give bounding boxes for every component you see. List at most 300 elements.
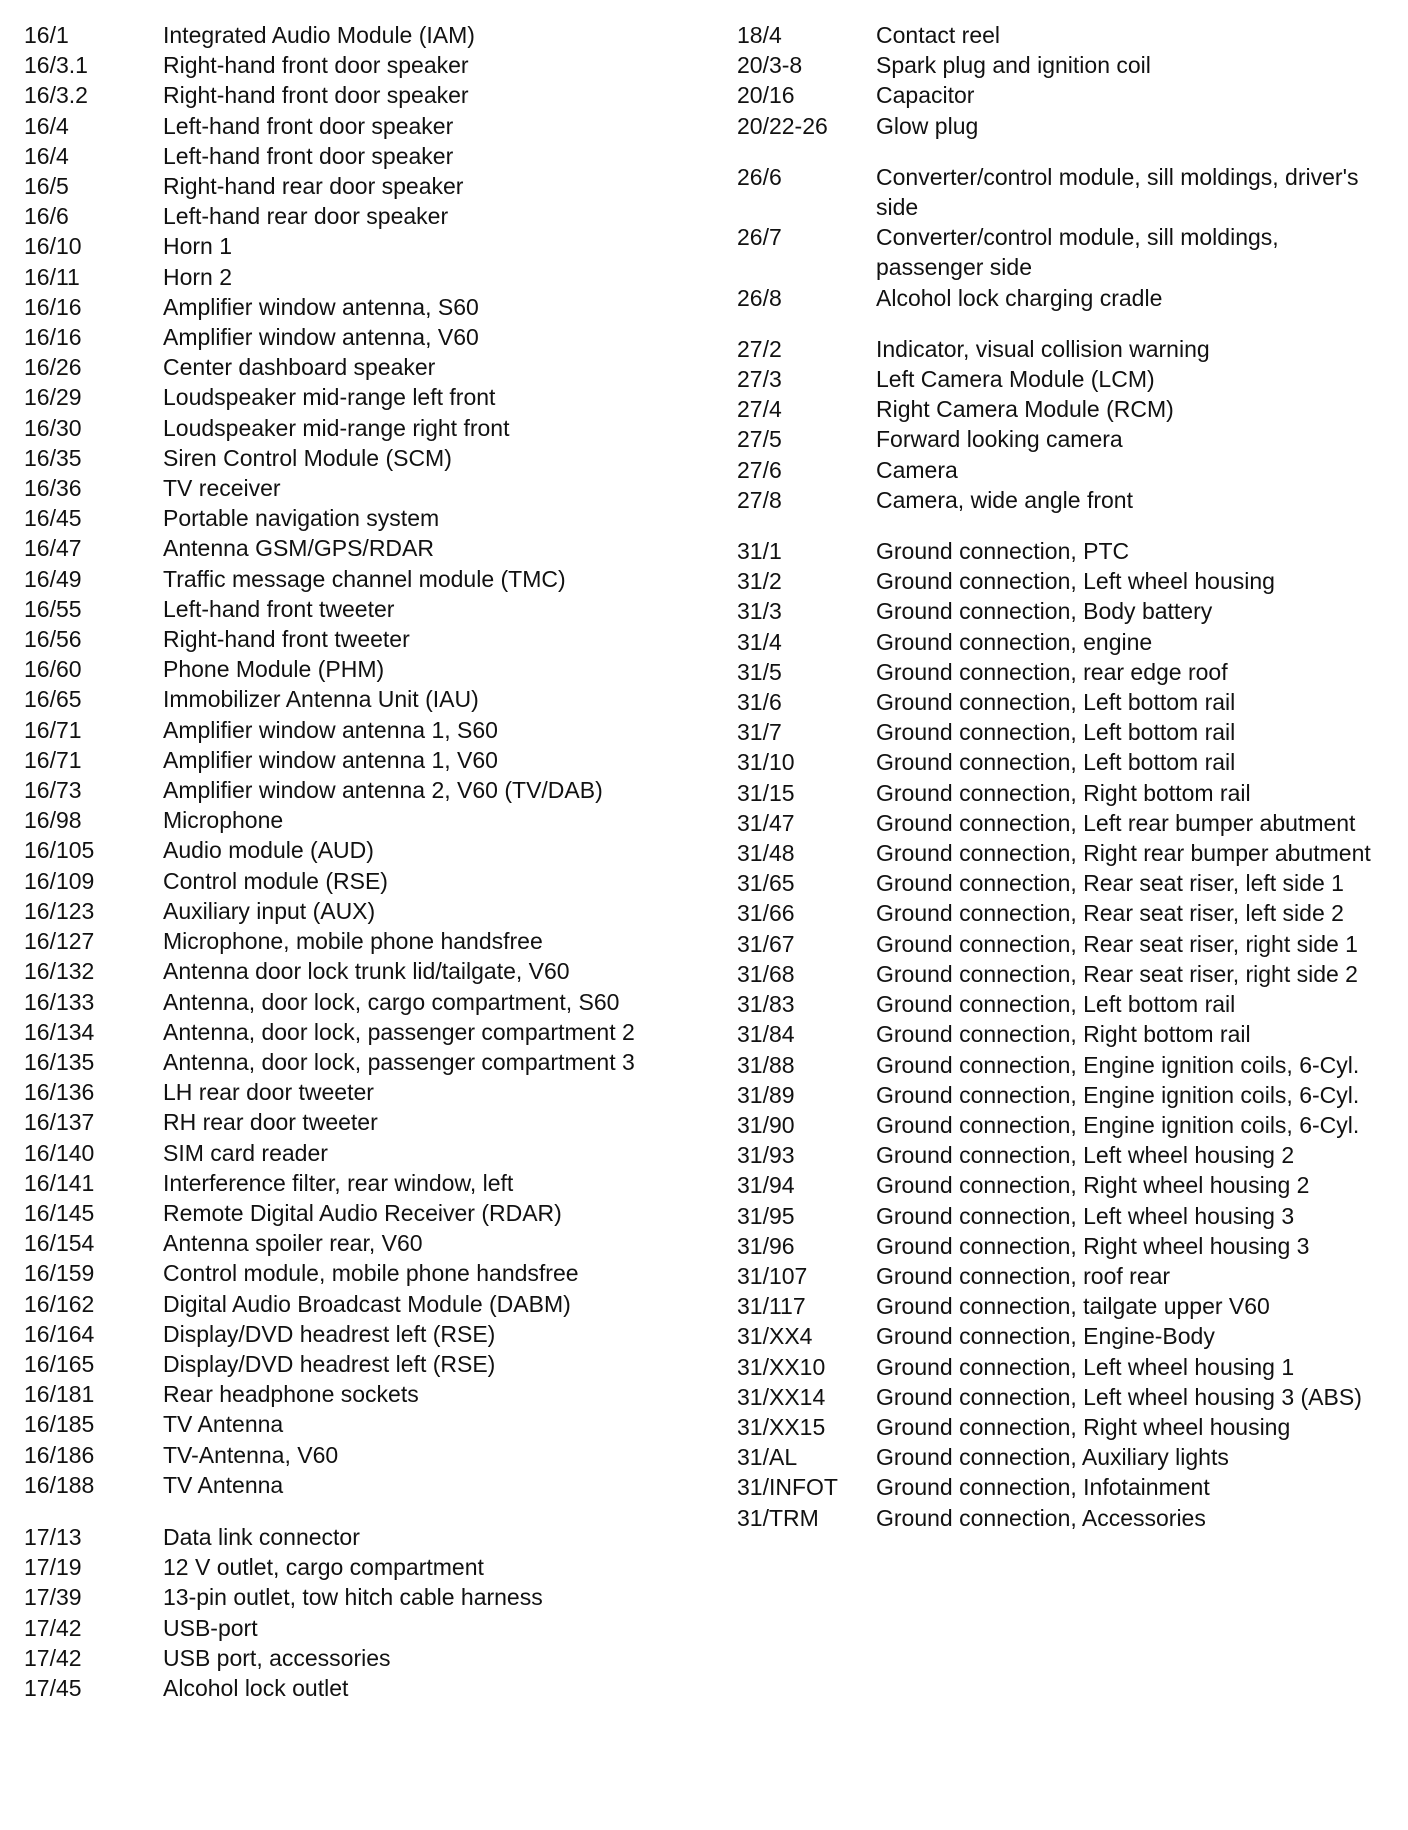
component-description: Ground connection, Left bottom rail xyxy=(876,749,1236,776)
component-description: Portable navigation system xyxy=(163,505,440,532)
component-code: 31/47 xyxy=(737,809,795,836)
component-description: Ground connection, Left bottom rail xyxy=(876,689,1236,716)
component-description: Alcohol lock outlet xyxy=(163,1674,349,1701)
component-description: 12 V outlet, cargo compartment xyxy=(163,1554,484,1581)
component-code: 16/165 xyxy=(24,1350,95,1377)
section-gap xyxy=(737,515,1401,536)
component-code: 16/159 xyxy=(24,1260,95,1287)
component-code: 31/68 xyxy=(737,960,795,987)
component-code: 31/5 xyxy=(737,658,782,685)
legend-row xyxy=(24,1017,684,1047)
component-code: 16/65 xyxy=(24,686,82,713)
component-code: 16/73 xyxy=(24,777,82,804)
component-description: Camera, wide angle front xyxy=(876,486,1133,513)
component-code: 16/127 xyxy=(24,928,95,955)
legend-row xyxy=(24,805,684,835)
component-code: 31/93 xyxy=(737,1142,795,1169)
component-description: Microphone, mobile phone handsfree xyxy=(163,928,543,955)
legend-row xyxy=(24,141,684,171)
legend-row xyxy=(737,989,1401,1019)
component-code: 31/83 xyxy=(737,991,795,1018)
component-code: 31/XX4 xyxy=(737,1323,813,1350)
component-code: 31/94 xyxy=(737,1172,795,1199)
component-description: Ground connection, Left rear bumper abutment xyxy=(876,809,1356,836)
legend-row xyxy=(737,536,1401,566)
component-code: 17/42 xyxy=(24,1614,82,1641)
legend-row xyxy=(737,566,1401,596)
component-description: USB port, accessories xyxy=(163,1644,391,1671)
legend-row xyxy=(737,222,1401,282)
component-code: 31/48 xyxy=(737,840,795,867)
left-column xyxy=(24,20,684,1703)
component-code: 16/162 xyxy=(24,1290,95,1317)
legend-row xyxy=(24,443,684,473)
component-code: 18/4 xyxy=(737,22,782,48)
component-description: Rear headphone sockets xyxy=(163,1381,419,1408)
component-code: 17/13 xyxy=(24,1523,82,1550)
component-code: 16/123 xyxy=(24,897,95,924)
section-gap xyxy=(737,313,1401,334)
component-description: Ground connection, engine xyxy=(876,628,1153,655)
component-code: 27/2 xyxy=(737,335,782,362)
component-description: Interference filter, rear window, left xyxy=(163,1169,514,1196)
section-gap xyxy=(24,1500,684,1522)
legend-row xyxy=(737,1352,1401,1382)
legend-row xyxy=(24,382,684,412)
component-code: 31/INFOT xyxy=(737,1474,838,1501)
component-description: Antenna, door lock, passenger compartment 2 xyxy=(163,1018,635,1045)
component-description: RH rear door tweeter xyxy=(163,1109,378,1136)
component-description: Antenna GSM/GPS/RDAR xyxy=(163,535,434,562)
legend-row xyxy=(737,1321,1401,1351)
component-code: 16/109 xyxy=(24,867,95,894)
component-code: 16/186 xyxy=(24,1441,95,1468)
legend-row xyxy=(24,1168,684,1198)
component-description: Audio module (AUD) xyxy=(163,837,374,864)
component-description: Right-hand front tweeter xyxy=(163,626,410,653)
component-code: 16/55 xyxy=(24,595,82,622)
component-code: 31/XX15 xyxy=(737,1413,826,1440)
legend-row xyxy=(737,627,1401,657)
legend-row xyxy=(737,334,1401,364)
component-description: 13-pin outlet, tow hitch cable harness xyxy=(163,1584,543,1611)
component-description: Loudspeaker mid-range right front xyxy=(163,414,510,441)
component-code: 16/71 xyxy=(24,716,82,743)
component-code: 16/26 xyxy=(24,354,82,381)
component-description: Immobilizer Antenna Unit (IAU) xyxy=(163,686,479,713)
legend-row xyxy=(737,394,1401,424)
legend-row xyxy=(737,929,1401,959)
component-code: 16/188 xyxy=(24,1471,95,1498)
legend-row xyxy=(24,262,684,292)
component-code: 16/60 xyxy=(24,656,82,683)
component-description: Ground connection, Engine-Body xyxy=(876,1323,1215,1350)
legend-row xyxy=(737,1442,1401,1472)
legend-row xyxy=(737,1291,1401,1321)
component-code: 16/137 xyxy=(24,1109,95,1136)
component-description: Traffic message channel module (TMC) xyxy=(163,565,566,592)
legend-row xyxy=(737,838,1401,868)
component-code: 27/3 xyxy=(737,366,782,393)
right-column xyxy=(737,20,1401,1533)
legend-row xyxy=(24,352,684,382)
component-code: 16/135 xyxy=(24,1048,95,1075)
component-description: LH rear door tweeter xyxy=(163,1079,374,1106)
component-description: Microphone xyxy=(163,807,284,834)
component-description: Ground connection, Rear seat riser, right side 1 xyxy=(876,930,1358,957)
legend-row xyxy=(24,956,684,986)
component-description: Ground connection, tailgate upper V60 xyxy=(876,1293,1270,1320)
component-description: Ground connection, Accessories xyxy=(876,1504,1206,1531)
component-code: 16/29 xyxy=(24,384,82,411)
component-description: Ground connection, rear edge roof xyxy=(876,658,1228,685)
legend-row xyxy=(737,959,1401,989)
legend-row xyxy=(24,1138,684,1168)
component-description: Spark plug and ignition coil xyxy=(876,52,1151,79)
component-code: 16/3.1 xyxy=(24,52,88,79)
legend-row xyxy=(24,866,684,896)
component-description: SIM card reader xyxy=(163,1139,328,1166)
component-description: Ground connection, Rear seat riser, left side 2 xyxy=(876,900,1344,927)
component-description: Center dashboard speaker xyxy=(163,354,436,381)
legend-row xyxy=(737,162,1401,222)
component-description: Right-hand front door speaker xyxy=(163,82,469,109)
component-description: Integrated Audio Module (IAM) xyxy=(163,22,475,48)
legend-row xyxy=(737,364,1401,394)
component-code: 31/15 xyxy=(737,779,795,806)
legend-row xyxy=(737,898,1401,928)
legend-row xyxy=(24,1470,684,1500)
component-description: Ground connection, Right rear bumper abutment xyxy=(876,840,1371,867)
legend-row xyxy=(24,564,684,594)
component-description: Ground connection, Left bottom rail xyxy=(876,719,1236,746)
component-code: 31/117 xyxy=(737,1293,806,1320)
component-code: 31/4 xyxy=(737,628,782,655)
legend-row xyxy=(24,1522,684,1552)
component-code: 27/8 xyxy=(737,486,782,513)
component-description: Ground connection, Right wheel housing 2 xyxy=(876,1172,1310,1199)
component-description: Indicator, visual collision warning xyxy=(876,335,1210,362)
component-code: 17/19 xyxy=(24,1554,82,1581)
legend-row xyxy=(737,50,1401,80)
legend-row xyxy=(737,1261,1401,1291)
component-description: Right-hand rear door speaker xyxy=(163,173,464,200)
component-code: 16/47 xyxy=(24,535,82,562)
legend-row xyxy=(24,1319,684,1349)
legend-row xyxy=(737,20,1401,50)
component-code: 16/35 xyxy=(24,444,82,471)
component-code: 16/140 xyxy=(24,1139,95,1166)
component-description: Alcohol lock charging cradle xyxy=(876,284,1163,311)
legend-row xyxy=(24,50,684,80)
component-description: Digital Audio Broadcast Module (DABM) xyxy=(163,1290,571,1317)
component-description: Capacitor xyxy=(876,82,975,109)
legend-row xyxy=(737,717,1401,747)
legend-row xyxy=(737,283,1401,313)
component-description: Amplifier window antenna 2, V60 (TV/DAB) xyxy=(163,777,603,804)
component-description: Phone Module (PHM) xyxy=(163,656,385,683)
component-description: Left-hand rear door speaker xyxy=(163,203,449,230)
component-code: 16/1 xyxy=(24,22,69,48)
legend-row xyxy=(737,1050,1401,1080)
component-code: 16/4 xyxy=(24,142,69,169)
component-code: 27/4 xyxy=(737,396,782,423)
component-code: 16/185 xyxy=(24,1411,95,1438)
component-code: 31/88 xyxy=(737,1051,795,1078)
component-code: 31/66 xyxy=(737,900,795,927)
component-code: 16/145 xyxy=(24,1199,95,1226)
legend-row xyxy=(24,1289,684,1319)
component-code: 16/3.2 xyxy=(24,82,88,109)
component-description: Left-hand front tweeter xyxy=(163,595,395,622)
component-code: 27/6 xyxy=(737,456,782,483)
component-code: 31/7 xyxy=(737,719,782,746)
component-code: 16/16 xyxy=(24,293,82,320)
component-code: 31/84 xyxy=(737,1021,795,1048)
component-description: USB-port xyxy=(163,1614,258,1641)
legend-row xyxy=(737,1382,1401,1412)
legend-row xyxy=(737,596,1401,626)
legend-row xyxy=(24,775,684,805)
component-description: Right Camera Module (RCM) xyxy=(876,396,1174,423)
component-description: Antenna door lock trunk lid/tailgate, V60 xyxy=(163,958,570,985)
component-description: Loudspeaker mid-range left front xyxy=(163,384,496,411)
legend-row xyxy=(737,868,1401,898)
component-description: Antenna, door lock, cargo compartment, S60 xyxy=(163,988,620,1015)
legend-row xyxy=(24,715,684,745)
legend-row xyxy=(24,1643,684,1673)
legend-row xyxy=(24,745,684,775)
component-code: 16/6 xyxy=(24,203,69,230)
legend-row xyxy=(24,80,684,110)
component-code: 16/133 xyxy=(24,988,95,1015)
legend-row xyxy=(737,1472,1401,1502)
component-description: Amplifier window antenna 1, S60 xyxy=(163,716,498,743)
component-code: 31/65 xyxy=(737,870,795,897)
legend-row xyxy=(24,1409,684,1439)
component-code: 16/56 xyxy=(24,626,82,653)
legend-row xyxy=(737,1170,1401,1200)
component-description: Ground connection, Engine ignition coils, 6-Cyl. xyxy=(876,1111,1360,1138)
component-code: 16/36 xyxy=(24,475,82,502)
legend-row xyxy=(737,485,1401,515)
component-description: Ground connection, Body battery xyxy=(876,598,1213,625)
component-code: 17/45 xyxy=(24,1674,82,1701)
component-description: TV receiver xyxy=(163,475,281,502)
legend-row xyxy=(737,1231,1401,1261)
legend-row xyxy=(24,533,684,563)
legend-row xyxy=(24,594,684,624)
component-description: Data link connector xyxy=(163,1523,360,1550)
legend-row xyxy=(737,1140,1401,1170)
component-code: 16/154 xyxy=(24,1230,95,1257)
legend-row xyxy=(24,201,684,231)
component-code: 31/6 xyxy=(737,689,782,716)
legend-row xyxy=(737,687,1401,717)
component-description: Forward looking camera xyxy=(876,426,1123,453)
legend-row xyxy=(24,231,684,261)
component-code: 31/XX14 xyxy=(737,1383,826,1410)
legend-row xyxy=(24,624,684,654)
component-description: Display/DVD headrest left (RSE) xyxy=(163,1320,496,1347)
component-description: Ground connection, Left wheel housing 3 (ABS) xyxy=(876,1383,1362,1410)
component-description: Control module, mobile phone handsfree xyxy=(163,1260,579,1287)
component-code: 16/16 xyxy=(24,324,82,351)
component-description: Ground connection, Right bottom rail xyxy=(876,779,1251,806)
component-code: 16/49 xyxy=(24,565,82,592)
component-description: Ground connection, Left wheel housing 3 xyxy=(876,1202,1295,1229)
legend-row xyxy=(737,80,1401,110)
legend-row xyxy=(737,1503,1401,1533)
component-code: 16/164 xyxy=(24,1320,95,1347)
legend-row xyxy=(24,896,684,926)
component-code: 16/5 xyxy=(24,173,69,200)
legend-row xyxy=(24,1228,684,1258)
component-description: Siren Control Module (SCM) xyxy=(163,444,452,471)
component-code: 16/134 xyxy=(24,1018,95,1045)
legend-row xyxy=(24,473,684,503)
component-code: 31/3 xyxy=(737,598,782,625)
component-description: Ground connection, Rear seat riser, left side 1 xyxy=(876,870,1344,897)
component-code: 16/4 xyxy=(24,112,69,139)
legend-row xyxy=(737,747,1401,777)
legend-row xyxy=(737,1201,1401,1231)
component-code: 27/5 xyxy=(737,426,782,453)
component-description: Right-hand front door speaker xyxy=(163,52,469,79)
component-code: 31/2 xyxy=(737,568,782,595)
component-description: Ground connection, Left bottom rail xyxy=(876,991,1236,1018)
component-code: 20/16 xyxy=(737,82,795,109)
component-code: 31/90 xyxy=(737,1111,795,1138)
component-code: 31/67 xyxy=(737,930,795,957)
component-description: Glow plug xyxy=(876,112,979,139)
component-code: 16/98 xyxy=(24,807,82,834)
component-code: 31/AL xyxy=(737,1444,798,1471)
component-description: Left-hand front door speaker xyxy=(163,142,454,169)
component-code: 31/107 xyxy=(737,1262,808,1289)
component-description: Contact reel xyxy=(876,22,1001,48)
legend-row xyxy=(737,455,1401,485)
component-description: Ground connection, Left wheel housing 2 xyxy=(876,1142,1295,1169)
component-code: 26/7 xyxy=(737,224,782,251)
component-description: Horn 2 xyxy=(163,263,233,290)
section-gap xyxy=(737,141,1401,162)
component-code: 17/39 xyxy=(24,1584,82,1611)
component-code: 20/22-26 xyxy=(737,112,828,139)
component-description: Converter/control module, sill moldings, driver's side xyxy=(876,163,1359,221)
component-description: Amplifier window antenna, V60 xyxy=(163,324,479,351)
component-description: Ground connection, roof rear xyxy=(876,1262,1171,1289)
component-code: 16/136 xyxy=(24,1079,95,1106)
legend-row xyxy=(24,1673,684,1703)
component-description: Antenna spoiler rear, V60 xyxy=(163,1230,423,1257)
component-description: Ground connection, Engine ignition coils, 6-Cyl. xyxy=(876,1051,1360,1078)
component-code: 31/10 xyxy=(737,749,795,776)
legend-row xyxy=(737,778,1401,808)
legend-row xyxy=(24,322,684,352)
component-code: 16/45 xyxy=(24,505,82,532)
legend-row xyxy=(24,1258,684,1288)
component-description: Antenna, door lock, passenger compartment 3 xyxy=(163,1048,635,1075)
legend-row xyxy=(24,1349,684,1379)
legend-row xyxy=(737,1019,1401,1049)
legend-row xyxy=(24,292,684,322)
component-description: Remote Digital Audio Receiver (RDAR) xyxy=(163,1199,562,1226)
component-description: Ground connection, Auxiliary lights xyxy=(876,1444,1229,1471)
component-code: 16/105 xyxy=(24,837,95,864)
legend-row xyxy=(24,111,684,141)
component-description: Amplifier window antenna, S60 xyxy=(163,293,479,320)
component-code: 16/10 xyxy=(24,233,82,260)
component-description: Converter/control module, sill moldings, passenger side xyxy=(876,224,1279,281)
legend-row xyxy=(24,926,684,956)
legend-row xyxy=(737,111,1401,141)
legend-row xyxy=(737,1110,1401,1140)
component-code: 26/8 xyxy=(737,284,782,311)
component-description: Ground connection, Rear seat riser, right side 2 xyxy=(876,960,1358,987)
legend-row xyxy=(24,171,684,201)
legend-row xyxy=(737,1080,1401,1110)
component-description: Ground connection, Right wheel housing 3 xyxy=(876,1232,1310,1259)
legend-row xyxy=(24,987,684,1017)
component-description: TV Antenna xyxy=(163,1471,284,1498)
component-code: 31/XX10 xyxy=(737,1353,826,1380)
component-description: Amplifier window antenna 1, V60 xyxy=(163,746,498,773)
legend-row xyxy=(24,1198,684,1228)
legend-row xyxy=(24,835,684,865)
legend-row xyxy=(737,424,1401,454)
component-code: 16/181 xyxy=(24,1381,95,1408)
component-code: 16/71 xyxy=(24,746,82,773)
legend-row xyxy=(24,684,684,714)
legend-row xyxy=(24,503,684,533)
legend-row xyxy=(24,1440,684,1470)
component-description: Ground connection, PTC xyxy=(876,538,1130,565)
legend-row xyxy=(24,1613,684,1643)
component-code: 20/3-8 xyxy=(737,52,803,79)
legend-row xyxy=(24,1047,684,1077)
legend-row xyxy=(737,808,1401,838)
component-description: Ground connection, Left wheel housing xyxy=(876,568,1275,595)
component-description: Camera xyxy=(876,456,958,483)
component-description: Left-hand front door speaker xyxy=(163,112,454,139)
legend-row xyxy=(24,20,684,50)
component-code: 31/1 xyxy=(737,538,782,565)
legend-row xyxy=(737,1412,1401,1442)
component-description: Auxiliary input (AUX) xyxy=(163,897,376,924)
component-code: 16/132 xyxy=(24,958,95,985)
component-description: Ground connection, Engine ignition coils, 6-Cyl. xyxy=(876,1081,1360,1108)
component-code: 26/6 xyxy=(737,163,782,190)
component-description: Ground connection, Right wheel housing xyxy=(876,1413,1291,1440)
component-description: TV Antenna xyxy=(163,1411,284,1438)
component-description: Horn 1 xyxy=(163,233,233,260)
component-description: Control module (RSE) xyxy=(163,867,388,894)
component-code: 31/95 xyxy=(737,1202,795,1229)
component-description: Display/DVD headrest left (RSE) xyxy=(163,1350,496,1377)
component-description: Ground connection, Right bottom rail xyxy=(876,1021,1251,1048)
legend-row xyxy=(24,1379,684,1409)
legend-row xyxy=(737,657,1401,687)
legend-row xyxy=(24,654,684,684)
component-code: 31/TRM xyxy=(737,1504,819,1531)
component-code: 31/96 xyxy=(737,1232,795,1259)
legend-row xyxy=(24,1107,684,1137)
component-code: 31/89 xyxy=(737,1081,795,1108)
legend-row xyxy=(24,1582,684,1612)
legend-row xyxy=(24,413,684,443)
component-code: 16/30 xyxy=(24,414,82,441)
